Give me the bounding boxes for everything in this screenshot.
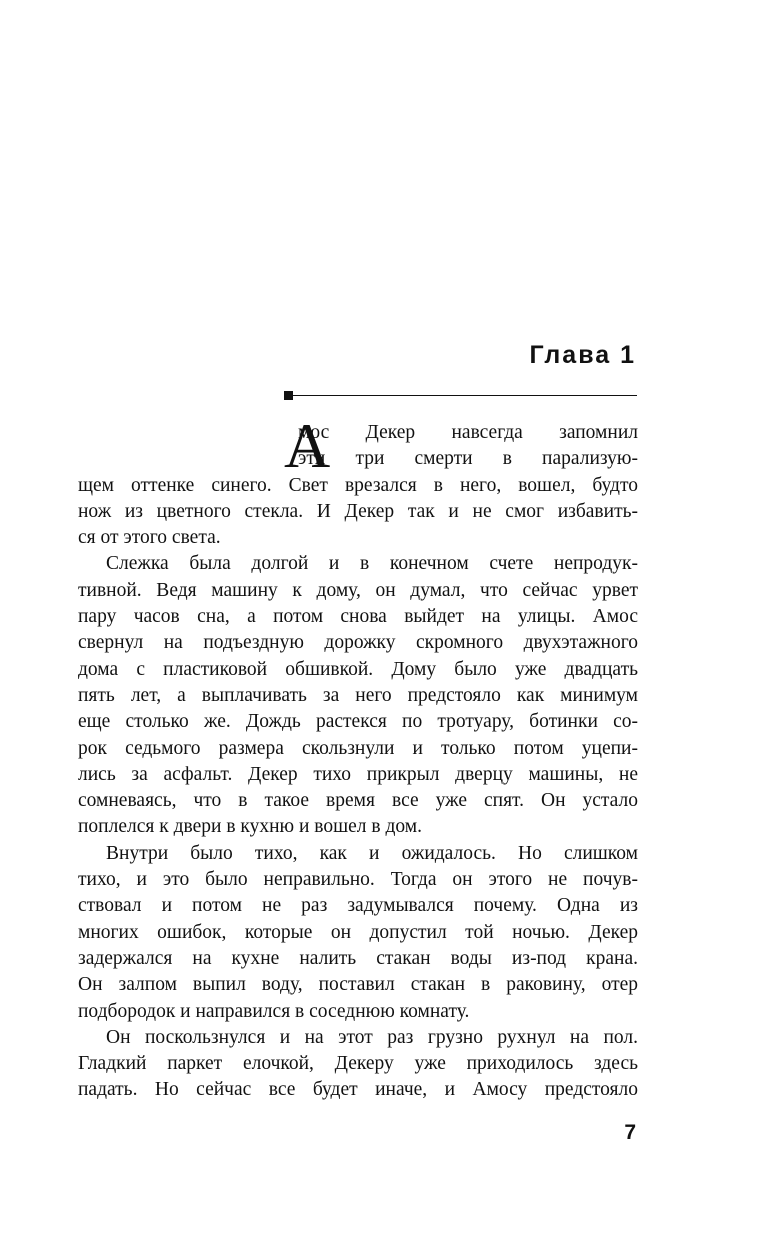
text-line: дома с пластиковой обшивкой. Дому было уже двадцать [78,658,638,680]
text-line: задержался на кухне налить стакан воды из-под крана. [78,947,638,969]
text-line: Он залпом выпил воду, поставил стакан в раковину, отер [78,974,638,996]
text-line: свернул на подъездную дорожку скромного двухэтажного [78,632,638,654]
text-line: Внутри было тихо, как и ожидалось. Но слишком [106,842,638,864]
text-line: пять лет, а выплачивать за него предстояло как минимум [78,684,638,706]
text-line: щем оттенке синего. Свет врезался в него, вошел, будто [78,474,638,496]
text-line: мос Декер навсегда запомнил [298,422,638,443]
chapter-rule [290,395,637,396]
page-number: 7 [624,1121,636,1144]
text-line: Он поскользнулся и на этот раз грузно рухнул на пол. [106,1026,638,1048]
chapter-title: Глава 1 [529,341,636,369]
dropcap-letter: А [284,410,331,481]
text-line: рок седьмого размера скользнули и только потом уцепи- [78,737,638,759]
text-line: ся от этого света. [78,527,221,549]
text-line: нож из цветного стекла. И Декер так и не смог избавить- [78,500,638,522]
body-text [78,410,638,1104]
text-line: эти три смерти в парализую- [298,448,638,470]
text-line: многих ошибок, которые он допустил той ночью. Декер [78,921,638,943]
text-line: Слежка была долгой и в конечном счете непродук- [106,553,638,575]
text-line: ствовал и потом не раз задумывался почему. Одна из [78,895,638,917]
text-line: поплелся к двери в кухню и вошел в дом. [78,816,422,838]
text-line: еще столько же. Дождь растекся по тротуару, ботинки со- [78,711,638,733]
text-line: Гладкий паркет елочкой, Декеру уже приходилось здесь [78,1053,638,1075]
text-line: сомневаясь, что в такое время все уже спят. Он устало [78,790,638,812]
text-line: лись за асфальт. Декер тихо прикрыл дверцу машины, не [78,763,638,785]
text-line: тивной. Ведя машину к дому, он думал, что сейчас урвет [78,579,638,601]
text-line: падать. Но сейчас все будет иначе, и Амосу предстояло [78,1079,638,1101]
text-line: тихо, и это было неправильно. Тогда он этого не почув- [78,869,638,891]
text-line: подбородок и направился в соседнюю комнату. [78,1000,470,1022]
text-line: пару часов сна, а потом снова выйдет на улицы. Амос [78,606,638,628]
